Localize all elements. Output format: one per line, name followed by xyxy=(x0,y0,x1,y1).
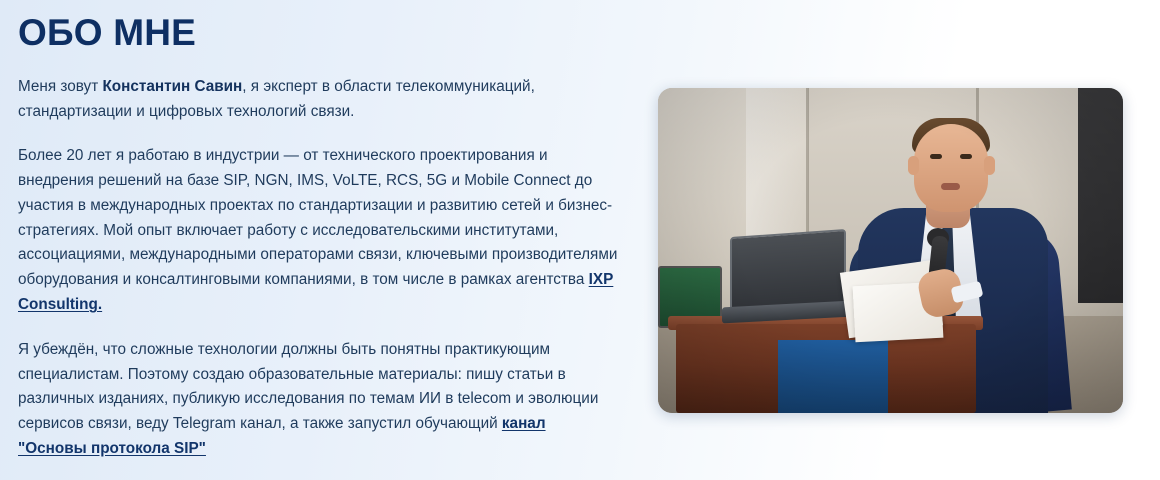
intro-text-tail: , я эксперт в области телекоммуникаций, стандартизации и цифровых технологий связи. xyxy=(18,77,535,120)
intro-text-lead: Меня зовут xyxy=(18,77,103,95)
person-name: Константин Савин xyxy=(102,77,243,95)
photo-canvas xyxy=(658,88,1123,413)
paragraph-experience xyxy=(18,144,618,317)
link-ixp-consulting[interactable]: IXP Consulting. xyxy=(18,271,614,313)
mission-text: Я убеждён, что сложные технологии должны быть понятны практикующим специалистам. Поэтому создаю образовательные материалы: пишу статьи в различных изданиях, публикую исследования по темам ИИ в telecom и эволюции сервисов связи, веду Telegram канал, а также запустил обучающий xyxy=(18,340,599,433)
page-title: ОБО МНЕ xyxy=(18,12,197,53)
photo-vignette xyxy=(658,88,1123,413)
experience-text: Более 20 лет я работаю в индустрии — от технического проектирования и внедрения решений на базе SIP, NGN, IMS, VoLTE, RCS, 5G и Mobile Connect до участия в международных проектах по стандартизации и развитию сетей и бизнес-стратегиях. Мой опыт включает работу с исследовательскими институтами, ассоциациями, международными операторами связи, ключевыми производителями оборудования и консалтинговыми компаниями, в том числе в рамках агентства xyxy=(18,147,618,289)
speaker-photo xyxy=(658,88,1123,413)
photo-column xyxy=(640,0,1160,480)
paragraph-intro xyxy=(18,75,618,125)
link-sip-course[interactable]: канал "Основы протокола SIP" xyxy=(18,415,546,457)
paragraph-mission xyxy=(18,338,618,462)
